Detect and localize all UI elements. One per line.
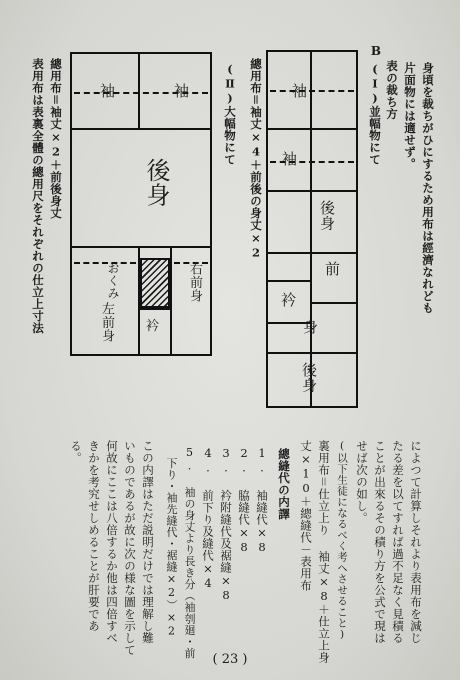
allowance-heading: 總縫代の内譯 — [277, 448, 291, 520]
allowance-item-4: 4. 前下り及縫代×4 — [201, 446, 215, 591]
para3-line-2: いものであるが故に次の様な圖を示して — [123, 440, 137, 656]
para3-line-3: 何故にここは八倍するか他は四倍すべ — [105, 440, 119, 644]
fig1-caption: 總用布＝袖丈×4＋前後の身丈×2 — [249, 58, 263, 260]
fig1-sleeve-1: 袖 — [292, 82, 308, 100]
fig2-caption-1: 總用布＝袖丈×2＋前後身丈 — [49, 58, 63, 219]
fig2-right-front-body: 右前身 — [187, 262, 202, 303]
allowance-item-3: 3. 衿附縫代及裾縫×8 — [219, 446, 233, 603]
allowance-item-5: 5. 袖の身丈より長き分（袖刳廻・前 — [183, 446, 196, 659]
cutting-heading: 表の裁ち方 — [385, 60, 399, 120]
fig1-back-body-1: 後身 — [318, 200, 336, 231]
fig2-back-body: 後身 — [142, 158, 170, 207]
para3-line-4: きかを考究せしめることが肝要であ — [87, 440, 101, 632]
para1-line-4: せば次の如し。 — [355, 440, 369, 524]
para3-line-1: この内譯はただ説明だけでは理解し難 — [141, 440, 155, 644]
fig1-body: 身 — [303, 318, 319, 336]
fig1-back-body-2: 後身 — [300, 362, 318, 393]
fig1-sleeve-2: 袖 — [282, 150, 298, 168]
allowance-item-1: 1. 袖縫代×8 — [255, 446, 269, 555]
para1-line-1: によつて計算しそれより表用布を減じ — [409, 440, 423, 644]
fig2-left-front-body: 左前身 — [99, 302, 114, 343]
wide-width-heading: (Ⅱ)大幅物にて — [223, 62, 237, 166]
para3-line-5: る。 — [69, 440, 83, 464]
section-label: B — [369, 44, 383, 59]
fig1-collar: 衿 — [281, 291, 297, 309]
fig2-collar: 衿 — [146, 319, 160, 334]
fig2-caption-2: 表用布は表裏全體の總用尺をそれぞれの仕立上寸法 — [31, 58, 45, 334]
page-number: ( 23 ) — [212, 652, 248, 667]
intro-line-2: 片面物には適せず。 — [403, 62, 417, 170]
fig2-sleeve-1: 袖 — [100, 82, 116, 100]
allowance-item-5-cont: 下り・袖先縫代・裾縫×2）×2 — [165, 446, 178, 638]
formula-line-2: 丈×10＋總縫代－表用布 — [299, 440, 313, 592]
fig1-front: 前 — [325, 260, 341, 278]
narrow-width-heading: (Ⅰ)並幅物にて — [368, 62, 382, 166]
para1-line-3: ことが出來るその積り方を公式で現は — [373, 440, 387, 644]
formula-line-1: 裏用布＝仕立上り 袖丈×8＋仕立上身 — [317, 440, 331, 664]
fig2-sleeve-2: 袖 — [174, 82, 190, 100]
allowance-item-2: 2. 脇縫代×8 — [237, 446, 251, 555]
fig2-okumi: おくみ — [106, 262, 120, 300]
para2-line-1: (以下生徒になるべく考へさせること) — [336, 440, 348, 641]
para1-line-2: たる差を以てすれば過不足なく見積る — [391, 440, 405, 644]
intro-line-1: 身頃を裁ちがひにするため用布は經濟なれども — [421, 62, 435, 314]
